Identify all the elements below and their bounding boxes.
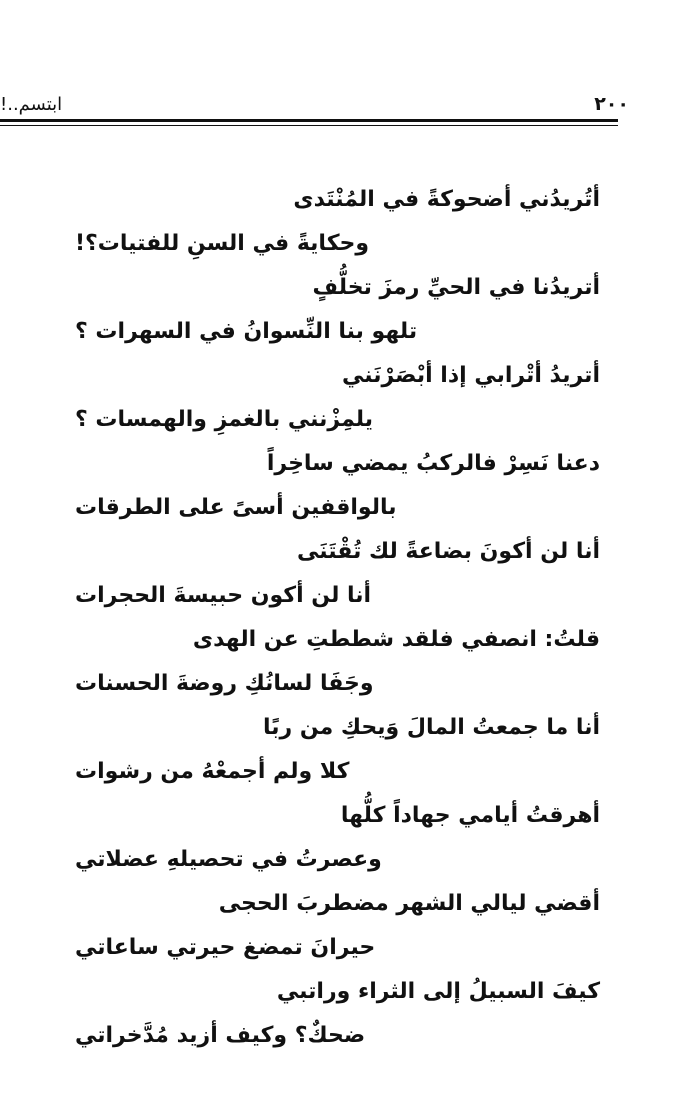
header-rule-thin bbox=[0, 125, 618, 126]
page-header bbox=[0, 92, 675, 118]
poem-line: أنا لن أكون حبيسةَ الحجرات bbox=[75, 583, 372, 608]
poem-line: أتريدُ أتْرابي إذا أبْصَرْنَني bbox=[341, 363, 600, 388]
poem-line: ضحكٌ؟ وكيف أزيد مُدَّخراتي bbox=[75, 1023, 366, 1048]
poem-line: كيفَ السبيلُ إلى الثراء وراتبي bbox=[276, 979, 600, 1004]
page-number: ٢٠٠ bbox=[594, 93, 629, 115]
poem-line: حيرانَ تمضغ حيرتي ساعاتي bbox=[75, 935, 376, 960]
poem-line: وحكايةً في السنِ للفتيات؟! bbox=[75, 231, 370, 256]
running-title: ابتسم..! bbox=[0, 94, 63, 115]
poem-line: أتُريدُني أضحوكةً في المُنْتَدى bbox=[293, 187, 600, 212]
poem-line: يلمِزْنني بالغمزِ والهمسات ؟ bbox=[75, 407, 374, 432]
poem-line: قلتُ: انصفي فلقد شططتِ عن الهدى bbox=[192, 627, 600, 652]
poem-line: كلا ولم أجمعْهُ من رشوات bbox=[75, 759, 350, 784]
header-rule-thick bbox=[0, 119, 618, 122]
poem-line: بالواقفين أسىً على الطرقات bbox=[75, 495, 397, 520]
poem-line: وجَفَا لسانُكِ روضةَ الحسنات bbox=[75, 671, 374, 696]
poem-line: أهرقتُ أيامي جهاداً كلُّها bbox=[340, 803, 600, 828]
poem-line: تلهو بنا النِّسوانُ في السهرات ؟ bbox=[75, 319, 418, 344]
poem-line: وعصرتُ في تحصيلهِ عضلاتي bbox=[75, 847, 382, 872]
poem-line: دعنا نَسِرْ فالركبُ يمضي ساخِراً bbox=[266, 451, 600, 476]
poem-line: أنا لن أكونَ بضاعةً لك تُقْتَنَى bbox=[297, 539, 600, 564]
poem-line: أنا ما جمعتُ المالَ وَيحكِ من ربًا bbox=[263, 715, 600, 740]
poem-line: أقضي ليالي الشهر مضطربَ الحجى bbox=[218, 891, 600, 916]
poem-line: أتريدُنا في الحيِّ رمزَ تخلُّفٍ bbox=[312, 275, 600, 300]
